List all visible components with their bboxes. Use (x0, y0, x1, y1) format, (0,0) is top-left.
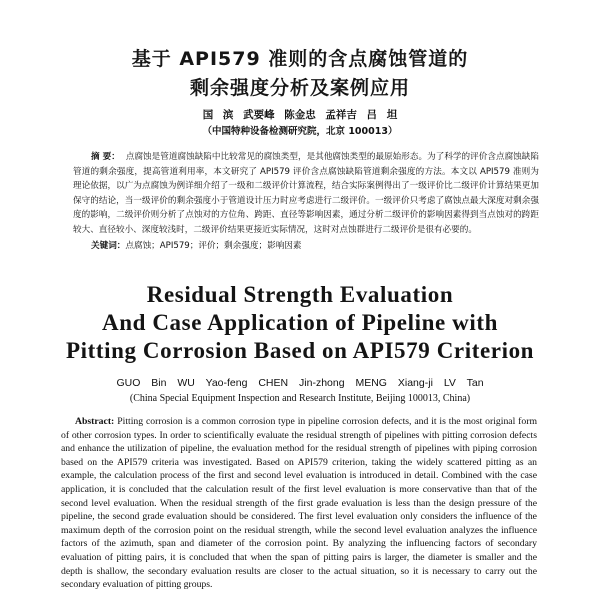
chinese-abstract (73, 150, 539, 238)
english-abstract (61, 415, 537, 592)
english-abstract-label: Abstract: (75, 416, 115, 427)
english-abstract-text: Pitting corrosion is a common corrosion type in pipeline corrosion defects, and it is the most original form of other corrosion types. In order to scientifically evaluate the residual strength of pipelines with pitting corrosion defects and enhance the utilization of pipeline, the evaluation method for the residual strength of pipelines with piping corrosion based on the API579 criteria was investigated. Based on API579 criterion, taking the widely scattered pitting as an example, the calculation process of the first and second level evaluation is introduced in detail. Combined with the case application, it is concluded that the calculation result of the first level evaluation is more conservative than that of the second level evaluation. When the residual strength of the first grade evaluation is less than the design pressure of the pipeline, the second grade evaluation should be considered. The first level evaluation only considers the influence of the maximum depth of the corrosion point on the residual strength, while the second level evaluation analyzes the influence factors of the azimuth, span and diameter of the corrosion point. By analyzing the influencing factors of secondary evaluation of pitting pairs, it is concluded that when the span of pitting pairs is larger, the diameter is smaller and the depth is shallow, the secondary evaluation results are closer to the actual situation, so it is necessary to carry out the secondary evaluation of pitting groups. (61, 416, 537, 591)
english-affiliation: (China Special Equipment Inspection and Research Institute, Beijing 100013, China) (129, 393, 471, 404)
chinese-affiliation: （中国特种设备检测研究院，北京 100013） (202, 126, 398, 137)
chinese-abstract-text: 点腐蚀是管道腐蚀缺陷中比较常见的腐蚀类型，是其他腐蚀类型的最原始形态。为了科学的评价含点腐蚀缺陷管道的剩余强度，提高管道利用率，本文研究了 API579 评价含点腐蚀缺陷管道剩余强度的方法。本文以 API579 准则为理论依据，以广为点腐蚀为例详细介绍了一级和二级评价计算流程，结合实际案例得出了一级评价比二级评价计算结果更加保守的结论，当一级评价的剩余强度小于管道设计压力时应考虑进行二级评价。一级评价只考虑了腐蚀点最大深度对剩余强度的影响，二级评价则分析了点蚀对的方位角、跨距、直径等影响因素，通过分析二级评价的影响因素得到当点蚀对的跨距较大、直径较小、深度较浅时，二级评价结果更接近实际情况，这时对点蚀群进行二级评价是很有必要的。 (73, 152, 539, 235)
english-title-line-3: Pitting Corrosion Based on API579 Criterion (65, 338, 535, 363)
chinese-title-line-1: 基于 API579 准则的含点腐蚀管道的 (131, 48, 469, 70)
english-authors: GUO Bin WU Yao-feng CHEN Jin-zhong MENG Xiang-ji LV Tan (116, 377, 484, 389)
chinese-keywords-label: 关键词： (91, 241, 126, 251)
chinese-keywords (91, 239, 541, 251)
english-title-line-2: And Case Application of Pipeline with (102, 310, 498, 335)
chinese-authors: 国 滨 武要峰 陈金忠 孟祥吉 吕 坦 (202, 109, 398, 121)
chinese-abstract-label: 摘 要： (91, 152, 120, 162)
english-title-line-1: Residual Strength Evaluation (146, 282, 454, 307)
chinese-title-line-2: 剩余强度分析及案例应用 (189, 77, 410, 99)
chinese-keywords-text: 点腐蚀；API579；评价；剩余强度；影响因素 (125, 241, 302, 251)
